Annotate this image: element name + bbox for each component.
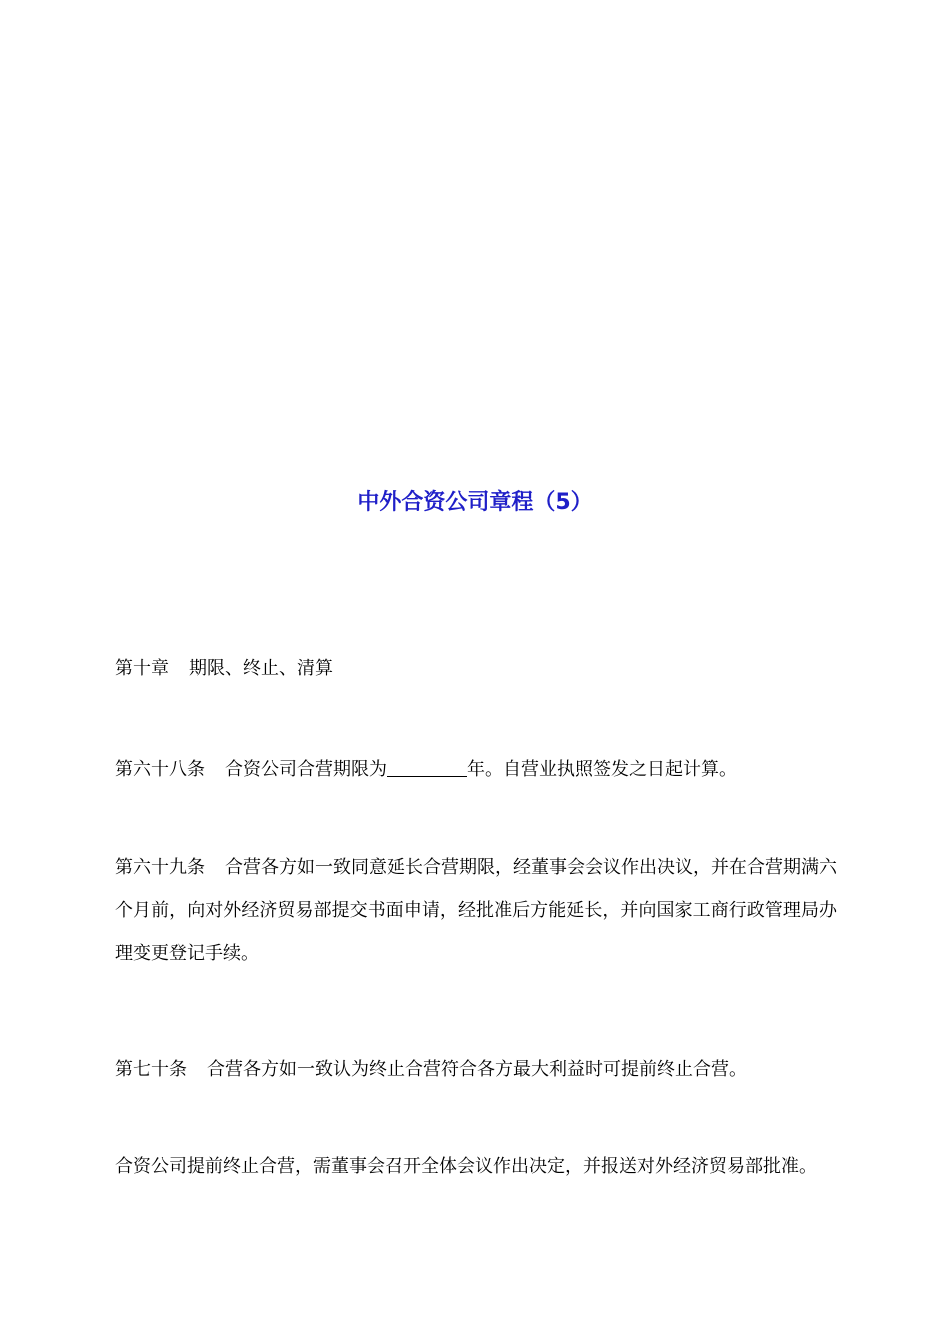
article-number: 第六十八条 bbox=[115, 759, 205, 780]
fill-in-blank bbox=[387, 758, 467, 777]
article-70 bbox=[115, 1048, 837, 1091]
article-text: 合营各方如一致同意延长合营期限，经董事会会议作出决议，并在合营期满六个月前，向对外经济贸易部提交书面申请，经批准后方能延长，并向国家工商行政管理局办理变更登记手续。 bbox=[115, 857, 837, 964]
article-text: 合资公司合营期限为 bbox=[225, 759, 387, 780]
document-title: 中外合资公司章程（5） bbox=[357, 490, 593, 515]
article-number: 第六十九条 bbox=[115, 857, 205, 878]
article-text: 合营各方如一致认为终止合营符合各方最大利益时可提前终止合营。 bbox=[207, 1059, 747, 1080]
article-68 bbox=[115, 748, 837, 791]
article-text: 年。自营业执照签发之日起计算。 bbox=[467, 759, 737, 780]
chapter-title: 期限、终止、清算 bbox=[189, 658, 333, 679]
article-69 bbox=[115, 846, 837, 975]
chapter-heading bbox=[115, 647, 837, 690]
chapter-number: 第十章 bbox=[115, 658, 169, 679]
article-number: 第七十条 bbox=[115, 1059, 187, 1080]
body-paragraph: 合资公司提前终止合营，需董事会召开全体会议作出决定，并报送对外经济贸易部批准。 bbox=[115, 1156, 817, 1177]
